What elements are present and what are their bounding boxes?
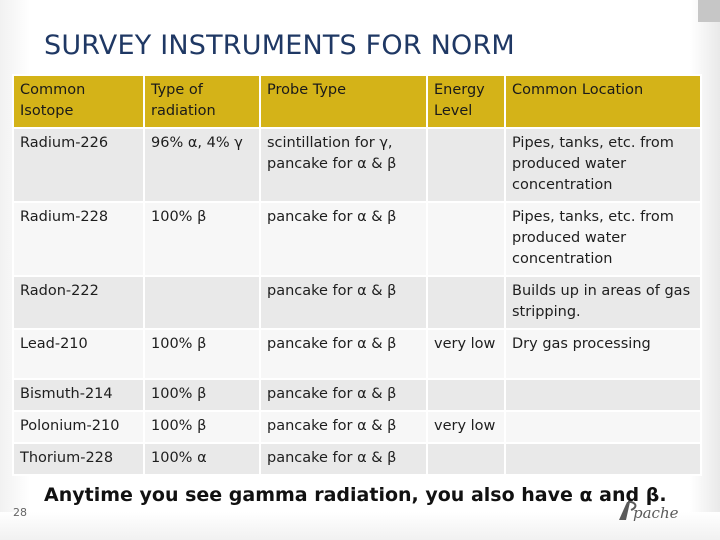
bottom-shade [0,512,720,540]
cell-isotope: Radium-226 [13,128,144,202]
cell-isotope: Radium-228 [13,202,144,276]
cell-energy [427,443,505,475]
table-row [13,443,701,475]
cell-energy: very low [427,411,505,443]
cell-location [505,379,701,411]
table-row [13,411,701,443]
svg-text:pache: pache [633,504,679,522]
cell-location [505,411,701,443]
cell-probe: scintillation for γ, pancake for α & β [260,128,427,202]
cell-probe: pancake for α & β [260,411,427,443]
table-header-row [13,75,701,128]
header-type-of-radiation: Type of radiation [144,75,260,128]
cell-location: Dry gas processing [505,329,701,379]
cell-radiation: 100% β [144,329,260,379]
footer-note: Anytime you see gamma radiation, you also have α and β. [44,484,667,506]
cell-energy: very low [427,329,505,379]
cell-radiation [144,276,260,329]
cell-radiation: 100% β [144,379,260,411]
apache-logo [617,498,687,524]
page-number: 28 [13,506,27,519]
slide-title: SURVEY INSTRUMENTS FOR NORM [44,30,515,61]
cell-isotope: Lead-210 [13,329,144,379]
table-row [13,276,701,329]
header-common-location: Common Location [505,75,701,128]
cell-energy [427,202,505,276]
cell-location: Pipes, tanks, etc. from produced water concentration [505,128,701,202]
cell-probe: pancake for α & β [260,379,427,411]
header-energy-level: Energy Level [427,75,505,128]
cell-isotope: Bismuth-214 [13,379,144,411]
cell-isotope: Radon-222 [13,276,144,329]
cell-isotope: Polonium-210 [13,411,144,443]
cell-radiation: 100% α [144,443,260,475]
corner-accent [698,0,720,22]
cell-isotope: Thorium-228 [13,443,144,475]
cell-energy [427,276,505,329]
header-common-isotope: Common Isotope [13,75,144,128]
cell-radiation: 100% β [144,202,260,276]
cell-probe: pancake for α & β [260,443,427,475]
cell-energy [427,128,505,202]
cell-probe: pancake for α & β [260,329,427,379]
table-row [13,128,701,202]
norm-instruments-table [12,74,702,476]
cell-probe: pancake for α & β [260,202,427,276]
cell-location [505,443,701,475]
cell-location: Pipes, tanks, etc. from produced water concentration [505,202,701,276]
cell-probe: pancake for α & β [260,276,427,329]
table-row [13,202,701,276]
cell-energy [427,379,505,411]
cell-radiation: 96% α, 4% γ [144,128,260,202]
header-probe-type: Probe Type [260,75,427,128]
table-row [13,379,701,411]
cell-radiation: 100% β [144,411,260,443]
table-row [13,329,701,379]
cell-location: Builds up in areas of gas stripping. [505,276,701,329]
